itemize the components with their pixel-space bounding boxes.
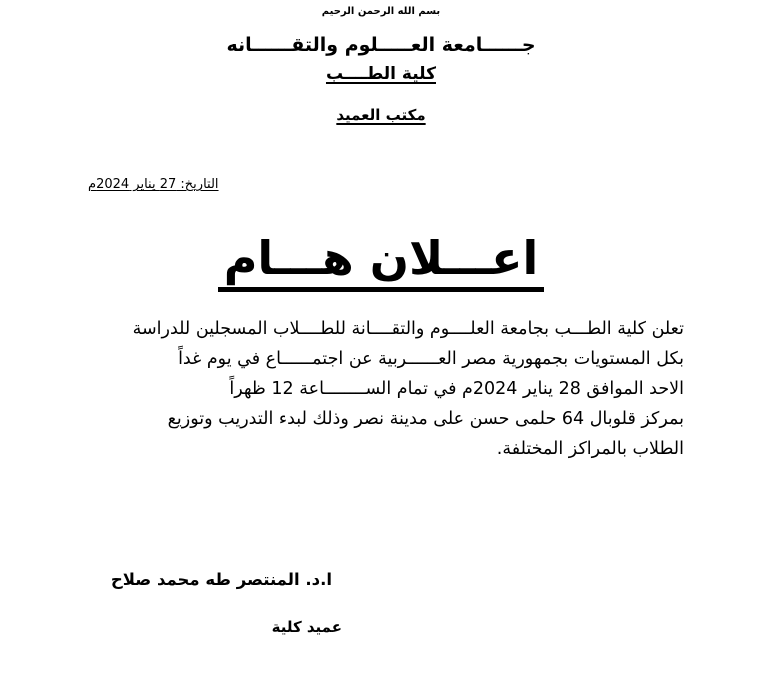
document-date: التاريخ: 27 يناير 2024م: [88, 177, 219, 192]
signatory-name: ا.د. المنتصر طه محمد صلاح: [110, 570, 332, 589]
body-line: الطلاب بالمراكز المختلفة.: [496, 439, 684, 459]
basmala-text: بسم الله الرحمن الرحيم: [321, 6, 441, 17]
announcement-document: [0, 5, 762, 678]
dean-office-label: مكتب العميد: [336, 106, 426, 124]
announcement-headline: [218, 230, 545, 292]
signatory-title: عميد كلية: [271, 618, 342, 636]
date-row: [0, 173, 762, 192]
body-line: الاحد الموافق 28 يناير 2024م في تمام الســــــــاعة 12 ظهراً: [229, 379, 684, 399]
headline-wrap: [0, 230, 762, 292]
university-name: جــــــامعة العـــــلوم والتقــــــانه: [226, 34, 536, 56]
body-line: تعلن كلية الطـــب بجامعة العلــــوم والتقــــانة للطــــلاب المسجلين للدراسة: [132, 319, 684, 339]
faculty-name: كلية الطــــب: [325, 64, 436, 84]
body-paragraph: [72, 314, 684, 464]
signature-block: [0, 566, 762, 640]
headline-text: اعـــلان هـــام: [223, 231, 539, 285]
headline-underline: [218, 287, 545, 292]
announcement-body: [72, 314, 684, 464]
body-line: بكل المستويات بجمهورية مصر العــــــربية عن اجتمــــــاع في يوم غداً: [178, 349, 684, 369]
body-line: بمركز قلوبال 64 حلمى حسن على مدينة نصر وذلك لبدء التدريب وتوزيع: [167, 409, 684, 429]
letterhead: [0, 31, 762, 133]
